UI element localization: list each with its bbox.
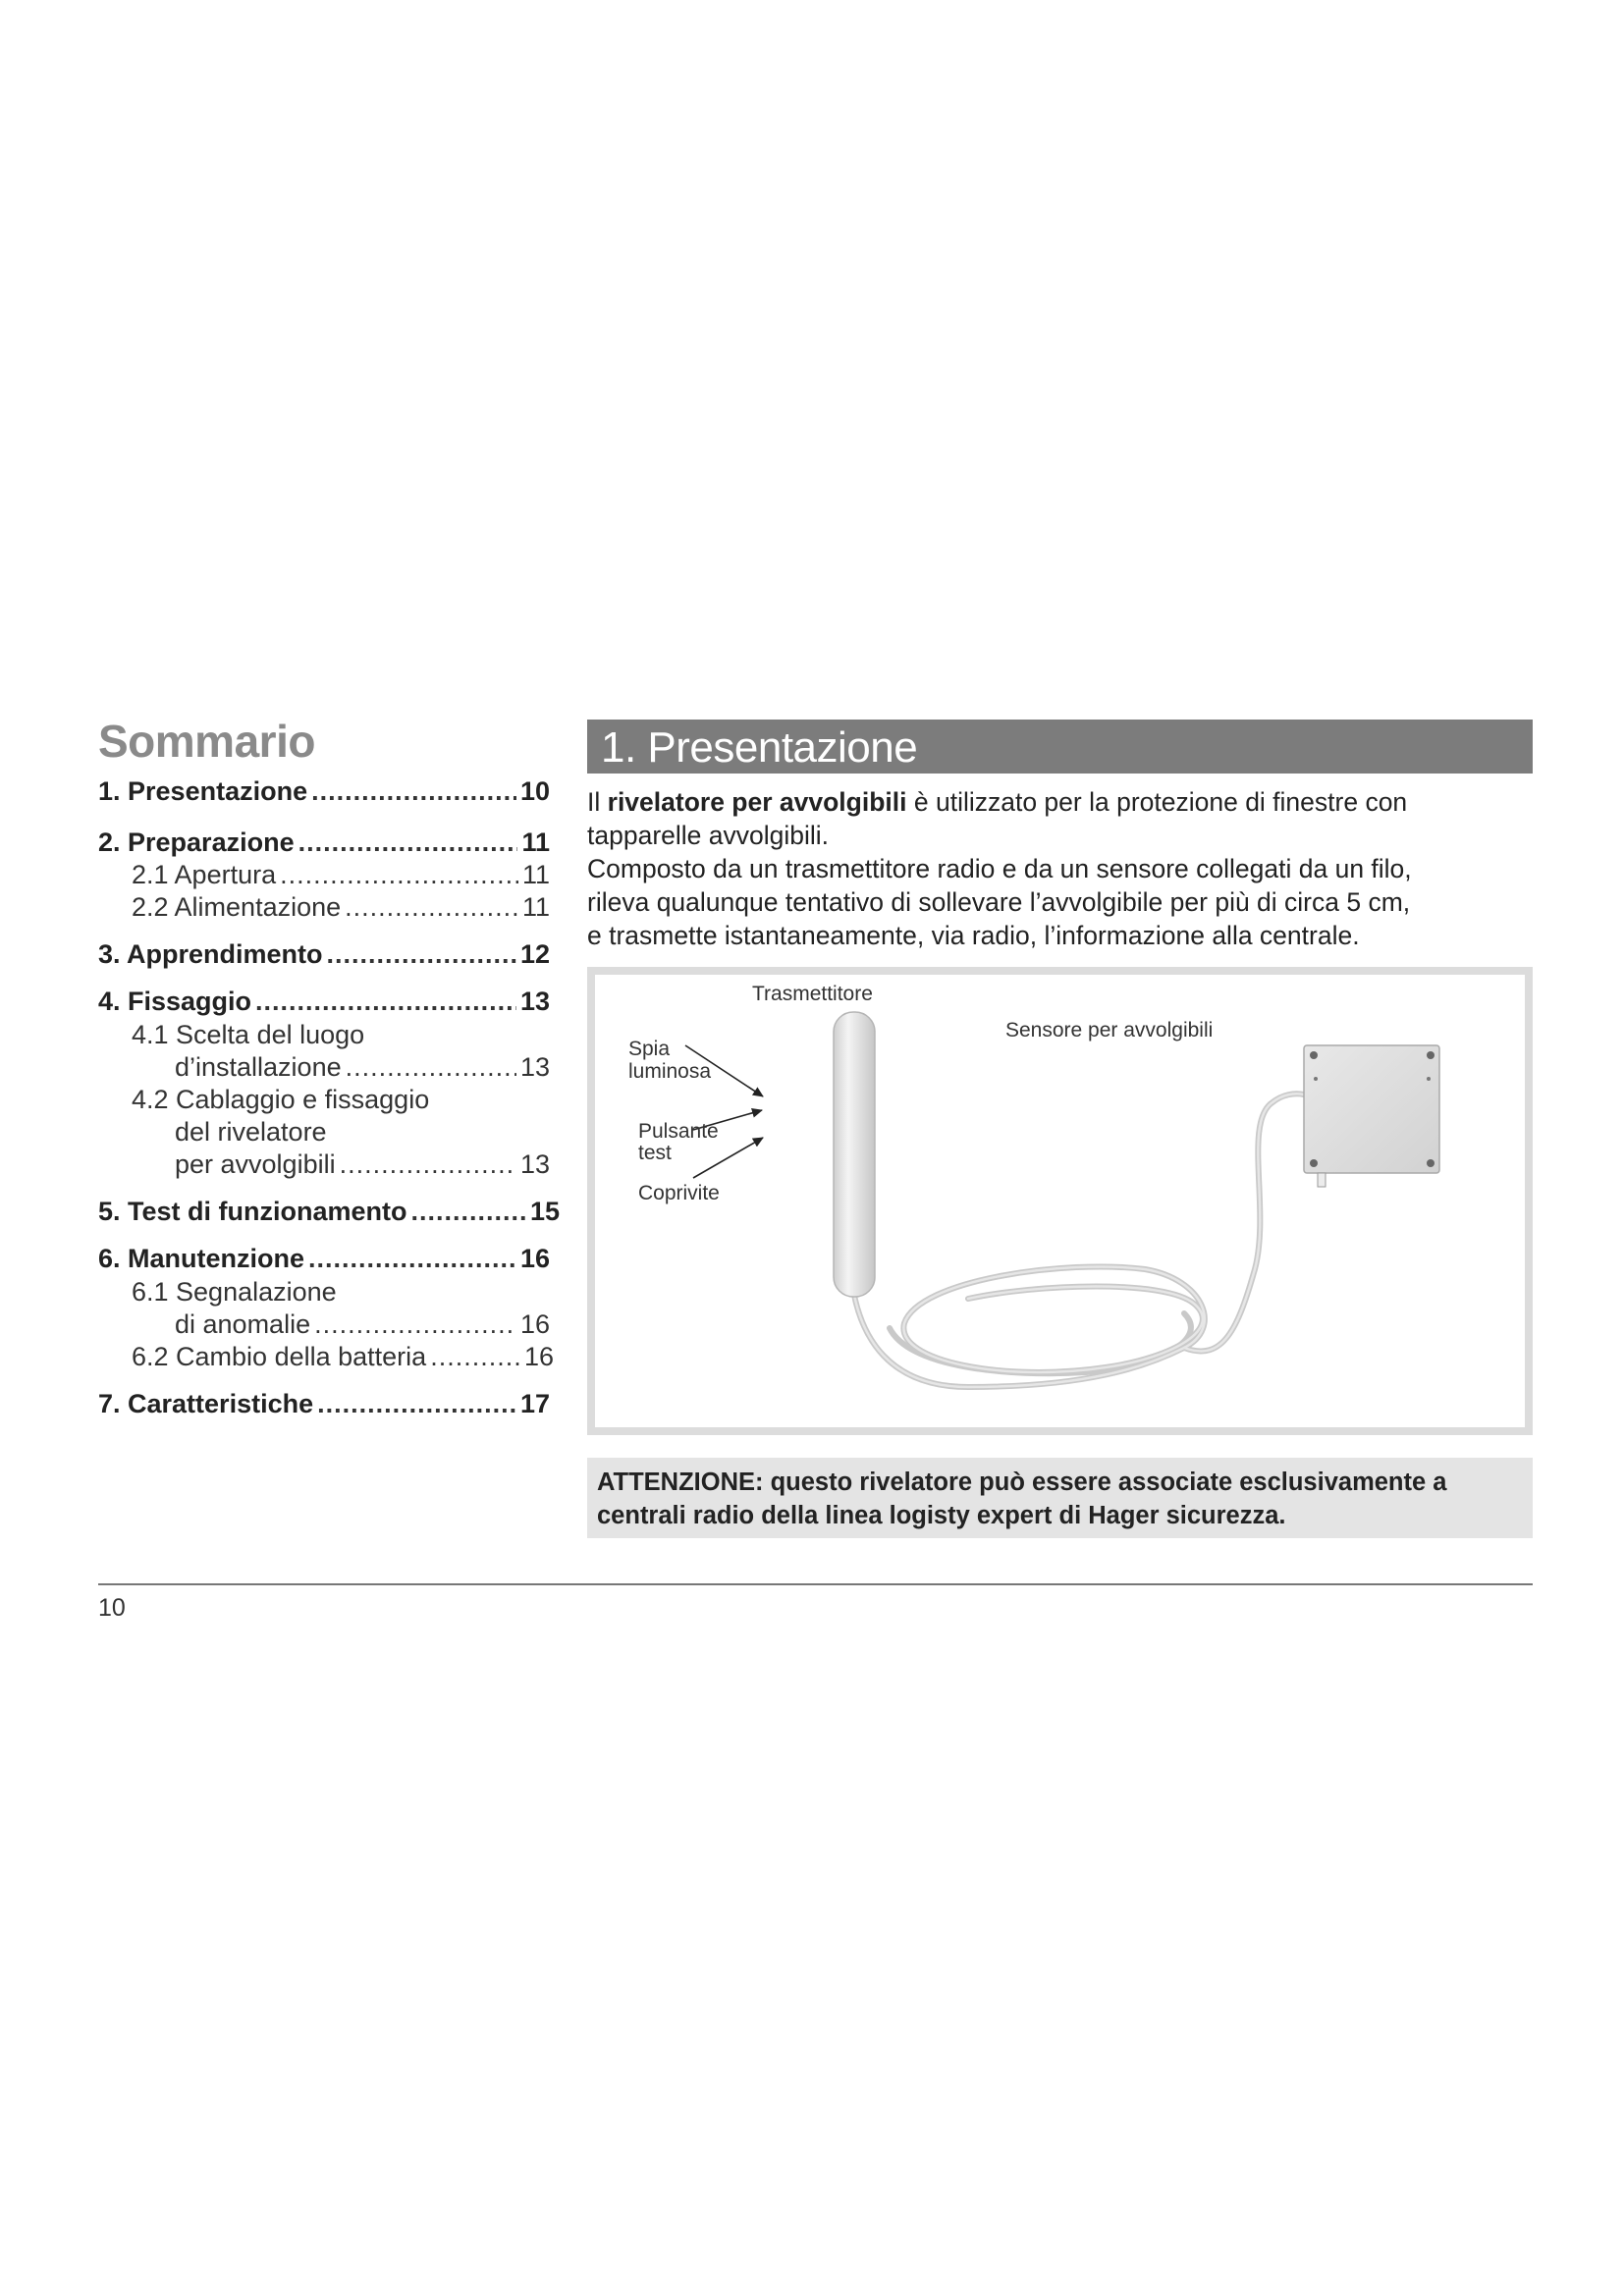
warning-text: [597, 1466, 1525, 1532]
test-button-label-2: test: [638, 1142, 672, 1164]
product-name: rivelatore per avvolgibili: [607, 787, 907, 817]
toc-entry-page: 13: [519, 987, 550, 1016]
intro-text: Composto da un trasmettitore radio e da un sensore collegati da un filo,: [587, 854, 1412, 883]
toc-entry: [98, 775, 550, 807]
toc-entry-text: d’installazione: [175, 1052, 342, 1082]
toc-entry-page: 12: [519, 939, 550, 969]
toc-entry-text: 4.1 Scelta del luogo: [132, 1020, 365, 1049]
toc-entry: [132, 1019, 364, 1050]
figure-canvas: [595, 975, 1525, 1427]
toc-entry-text: 2. Preparazione: [98, 828, 295, 857]
footer-divider: [98, 1583, 1533, 1585]
intro-text: Il: [587, 787, 608, 817]
warning-message: questo rivelatore può essere associate esclusivamente a centrali radio della linea logisty expert di Hager sicurezza.: [597, 1468, 1447, 1529]
toc-entry-text: 4.2 Cablaggio e fissaggio: [132, 1085, 430, 1114]
sensor-device: [1304, 1045, 1439, 1187]
toc-entry-text: 5. Test di funzionamento: [98, 1197, 407, 1226]
toc-entry: [132, 1084, 429, 1115]
toc-entry-page: 11: [521, 828, 550, 857]
section-title: 1. Presentazione: [601, 723, 918, 772]
screw-cover-label: Coprivite: [638, 1182, 720, 1204]
sensor-label: Sensore per avvolgibili: [1005, 1019, 1214, 1041]
section-header-bar: [587, 720, 1533, 774]
toc-entry-page: 16: [523, 1342, 554, 1371]
toc-entry-text: del rivelatore: [175, 1117, 327, 1147]
toc-entry-page: 11: [521, 860, 550, 889]
intro-paragraph: [587, 785, 1530, 952]
transmitter-label: Trasmettitore: [752, 983, 873, 1005]
cable: [852, 1094, 1304, 1387]
toc-entry-text: 6.1 Segnalazione: [132, 1277, 337, 1307]
transmitter-device: [834, 1012, 875, 1297]
toc-entry-page: 13: [519, 1149, 550, 1179]
toc-entry: [175, 1051, 550, 1083]
toc-entry-text: 1. Presentazione: [98, 776, 308, 806]
toc-entry: [175, 1308, 550, 1340]
toc-entry-text: 2.2 Alimentazione: [132, 892, 342, 922]
toc-entry: [98, 827, 550, 858]
intro-text: rileva qualunque tentativo di sollevare l’avvolgibile per più di circa 5 cm,: [587, 887, 1411, 917]
test-button-label-1: Pulsante: [638, 1120, 719, 1143]
toc-title: Sommario: [98, 716, 315, 767]
toc-entry: [132, 859, 550, 890]
toc-entry-text: 4. Fissaggio: [98, 987, 252, 1016]
warning-box: [587, 1458, 1533, 1538]
toc-entry: [98, 1388, 550, 1419]
toc-entry: [132, 1341, 554, 1372]
intro-text: tapparelle avvolgibili.: [587, 821, 830, 850]
toc-entry: [98, 938, 550, 970]
toc-entry-text: 6. Manutenzione: [98, 1244, 305, 1273]
intro-text: e trasmette istantaneamente, via radio, l’informazione alla centrale.: [587, 921, 1360, 950]
toc-entry: [98, 986, 550, 1017]
cable: [852, 1094, 1304, 1387]
toc-entry: [132, 1276, 337, 1308]
product-illustration: [595, 975, 1525, 1427]
toc-entry-page: 16: [519, 1244, 550, 1273]
toc-entry-page: 10: [519, 776, 550, 806]
toc-entry-text: 3. Apprendimento: [98, 939, 323, 969]
toc-entry: [175, 1148, 550, 1180]
toc-entry-text: di anomalie: [175, 1309, 311, 1339]
toc-entry-text: 2.1 Apertura: [132, 860, 277, 889]
toc-entry-page: 17: [519, 1389, 550, 1418]
toc-entry: [132, 891, 550, 923]
toc-entry-text: 6.2 Cambio della batteria: [132, 1342, 427, 1371]
page-number: 10: [98, 1594, 126, 1622]
pointer-arrow: [693, 1138, 763, 1178]
toc-entry-text: 7. Caratteristiche: [98, 1389, 314, 1418]
toc-entry-page: 16: [519, 1309, 550, 1339]
toc-entry-page: 15: [529, 1197, 560, 1226]
toc-entry: [175, 1116, 327, 1148]
warning-label: ATTENZIONE:: [597, 1468, 764, 1496]
toc-entry-page: 11: [521, 892, 550, 922]
intro-text: è utilizzato per la protezione di finestre con: [906, 787, 1408, 817]
toc-entry: [98, 1196, 560, 1227]
indicator-light-label-2: luminosa: [628, 1060, 712, 1083]
indicator-light-label-1: Spia: [628, 1038, 671, 1060]
toc-entry-text: per avvolgibili: [175, 1149, 336, 1179]
toc-entry: [98, 1243, 550, 1274]
toc-entry-page: 13: [519, 1052, 550, 1082]
product-figure: [587, 967, 1533, 1435]
